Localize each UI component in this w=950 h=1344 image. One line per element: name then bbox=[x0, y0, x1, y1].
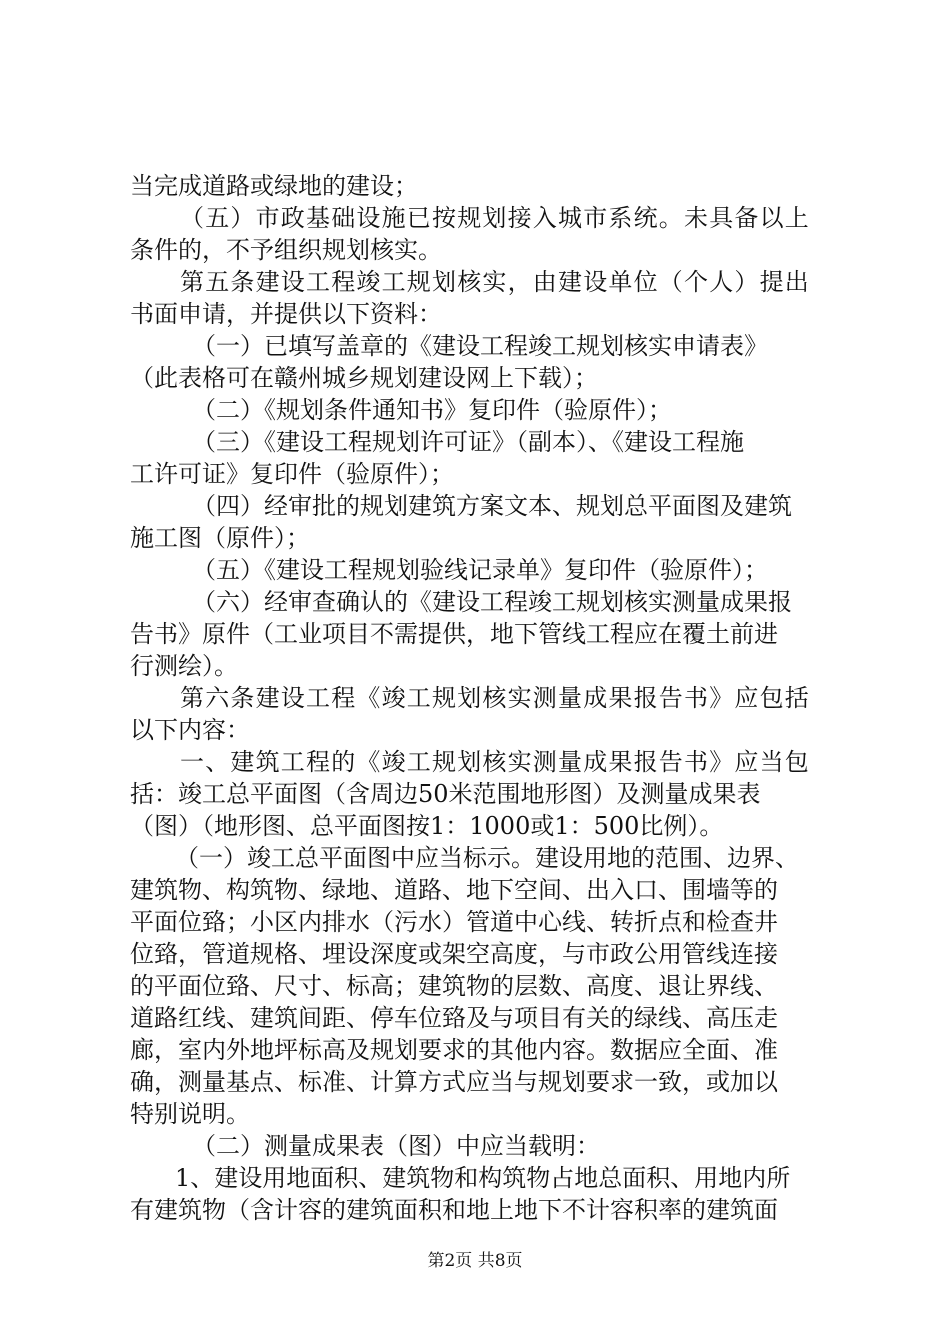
text-line: 确，测量基点、标准、计算方式应当与规划要求一致，或加以 bbox=[130, 1068, 778, 1096]
text-line: 条件的，不予组织规划核实。 bbox=[130, 236, 442, 264]
text-line: （二）《规划条件通知书》复印件（验原件）； bbox=[192, 396, 672, 424]
text-line: （五）《建设工程规划验线记录单》复印件（验原件）； bbox=[192, 556, 768, 584]
text-line: （一）竣工总平面图中应当标示。建设用地的范围、边界、 bbox=[175, 844, 799, 872]
text-line: （图）（地形图、总平面图按1：1000或1：500比例）。 bbox=[130, 812, 724, 840]
text-line: 特别说明。 bbox=[130, 1100, 250, 1128]
text-line: 一、建筑工程的《竣工规划核实测量成果报告书》应当包 bbox=[180, 748, 810, 776]
page-number-footer: 第2页 共8页 bbox=[427, 1251, 523, 1271]
text-line: 当完成道路或绿地的建设； bbox=[130, 172, 418, 200]
text-line: 廊，室内外地坪标高及规划要求的其他内容。数据应全面、准 bbox=[130, 1036, 778, 1064]
text-line: 括：竣工总平面图（含周边50米范围地形图）及测量成果表 bbox=[130, 780, 761, 808]
text-line: 的平面位臵、尺寸、标高；建筑物的层数、高度、退让界线、 bbox=[130, 972, 778, 1000]
text-line: （二）测量成果表（图）中应当载明： bbox=[192, 1132, 600, 1160]
text-line: 建筑物、构筑物、绿地、道路、地下空间、出入口、围墙等的 bbox=[130, 876, 778, 904]
document-body bbox=[130, 170, 830, 1226]
text-line: （一）已填写盖章的《建设工程竣工规划核实申请表》 bbox=[192, 332, 768, 360]
text-line: 施工图（原件）； bbox=[130, 524, 310, 552]
text-line: （此表格可在赣州城乡规划建设网上下载）； bbox=[130, 364, 598, 392]
text-line: 第五条建设工程竣工规划核实，由建设单位（个人）提出 bbox=[180, 268, 810, 296]
text-line: 书面申请，并提供以下资料： bbox=[130, 300, 442, 328]
text-line: （三）《建设工程规划许可证》（副本）、《建设工程施 bbox=[192, 428, 744, 456]
text-line: 位臵，管道规格、埋设深度或架空高度，与市政公用管线连接 bbox=[130, 940, 778, 968]
text-line: 1、建设用地面积、建筑物和构筑物占地总面积、用地内所 bbox=[175, 1164, 791, 1192]
text-line: 平面位臵；小区内排水（污水）管道中心线、转折点和检查井 bbox=[130, 908, 778, 936]
text-line: 有建筑物（含计容的建筑面积和地上地下不计容积率的建筑面 bbox=[130, 1196, 778, 1224]
text-line: 第六条建设工程《竣工规划核实测量成果报告书》应包括 bbox=[180, 684, 810, 712]
text-line: 工许可证》复印件（验原件）； bbox=[130, 460, 454, 488]
text-line: （四）经审批的规划建筑方案文本、规划总平面图及建筑 bbox=[192, 492, 792, 520]
text-line: 告书》原件（工业项目不需提供，地下管线工程应在覆土前进 bbox=[130, 620, 778, 648]
text-line: 以下内容： bbox=[130, 716, 250, 744]
text-line: 道路红线、建筑间距、停车位臵及与项目有关的绿线、高压走 bbox=[130, 1004, 778, 1032]
text-line: 行测绘）。 bbox=[130, 652, 238, 680]
text-line: （五）市政基础设施已按规划接入城市系统。未具备以上 bbox=[180, 204, 810, 232]
text-line: （六）经审查确认的《建设工程竣工规划核实测量成果报 bbox=[192, 588, 792, 616]
